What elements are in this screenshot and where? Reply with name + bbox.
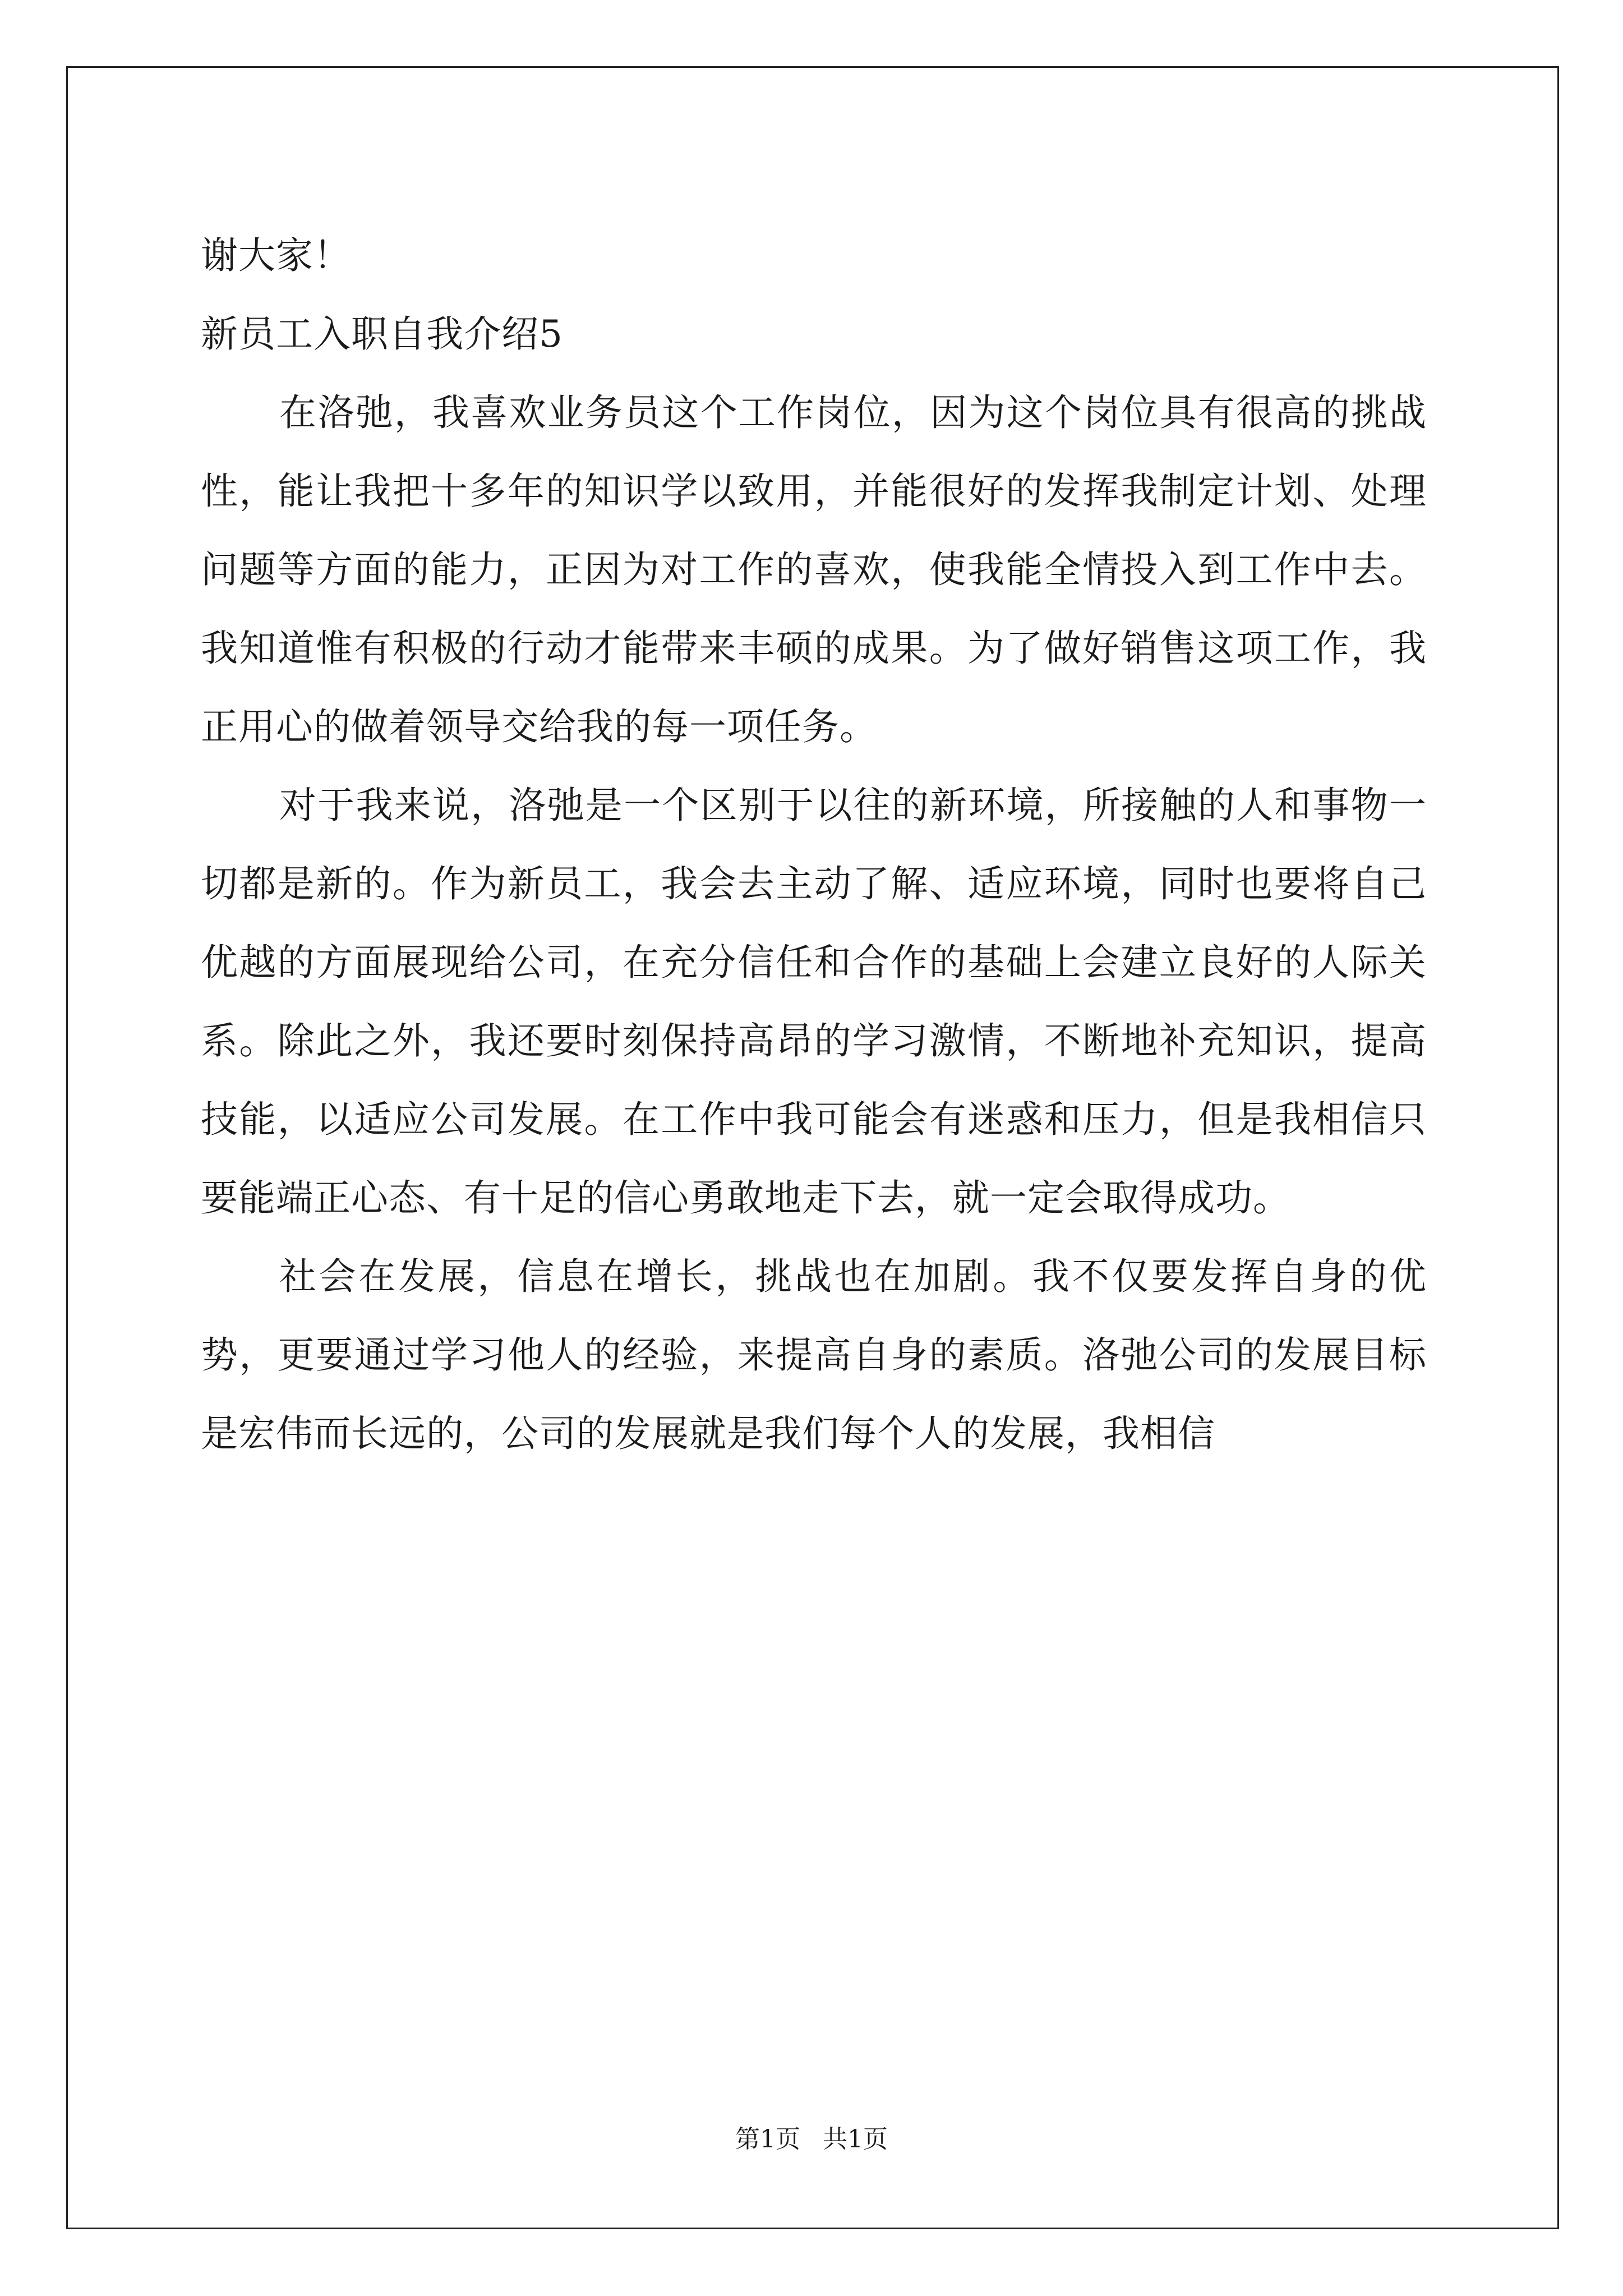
paragraph-1: 在洛弛，我喜欢业务员这个工作岗位，因为这个岗位具有很高的挑战性，能让我把十多年的知识学以致用，并能很好的发挥我制定计划、处理问题等方面的能力，正因为对工作的喜欢，使我能全情投入到工作中去。我知道惟有积极的行动才能带来丰硕的成果。为了做好销售这项工作，我正用心的做着领导交给我的每一项任务。 bbox=[201, 391, 1427, 748]
section-title: 新员工入职自我介绍5 bbox=[201, 312, 563, 356]
paragraph-2: 对于我来说，洛弛是一个区别于以往的新环境，所接触的人和事物一切都是新的。作为新员工，我会去主动了解、适应环境，同时也要将自己优越的方面展现给公司，在充分信任和合作的基础上会建立良好的人际关系。除此之外，我还要时刻保持高昂的学习激情，不断地补充知识，提高技能，以适应公司发展。在工作中我可能会有迷惑和压力，但是我相信只要能端正心态、有十足的信心勇敢地走下去，就一定会取得成功。 bbox=[201, 784, 1427, 1220]
document-body bbox=[201, 217, 1427, 1473]
page-footer bbox=[0, 2123, 1623, 2156]
paragraph-3: 社会在发展，信息在增长，挑战也在加剧。我不仅要发挥自身的优势，更要通过学习他人的经验，来提高自身的素质。洛弛公司的发展目标是宏伟而长远的，公司的发展就是我们每个人的发展，我相信 bbox=[201, 1255, 1427, 1455]
page-total: 共1页 bbox=[823, 2125, 888, 2154]
page-number: 第1页 bbox=[735, 2125, 800, 2154]
opening-line: 谢大家！ bbox=[201, 234, 351, 277]
